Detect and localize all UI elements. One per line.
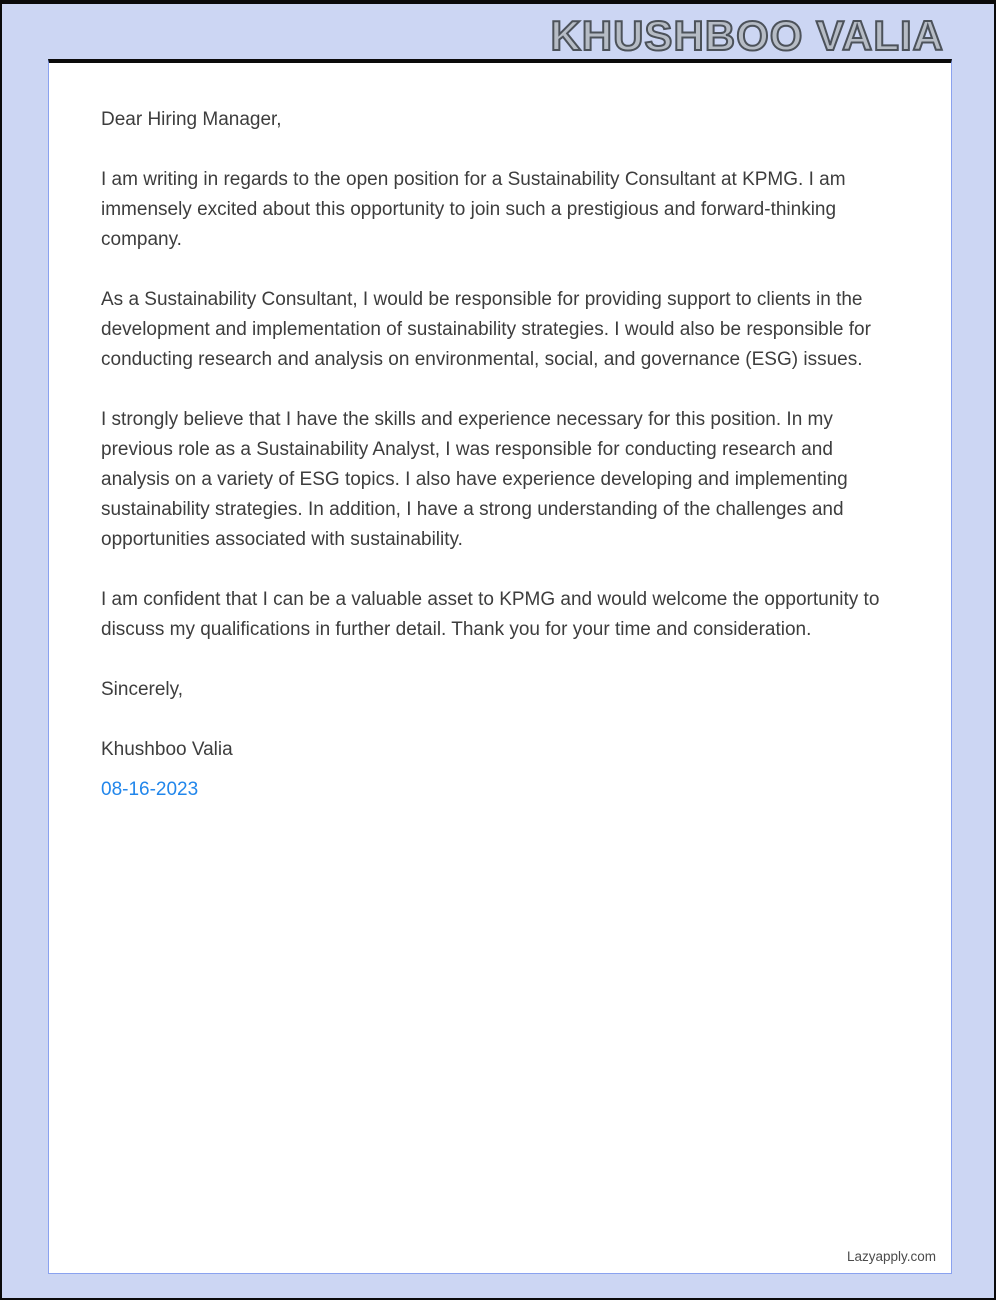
salutation: Dear Hiring Manager, [101, 109, 282, 130]
letter-body-container [48, 59, 952, 1274]
letter-paragraph-3: I strongly believe that I have the skills and experience necessary for this position. In my previous role as a Sustainability Analyst, I was responsible for conducting research and analysis on a variety of ESG topics. I also have experience developing and implementing sustainability strategies. In addition, I have a strong understanding of the challenges and opportunities associated with sustainability. [101, 409, 848, 550]
letter-paragraph-4: I am confident that I can be a valuable asset to KPMG and would welcome the opportunity to discuss my qualifications in further detail. Thank you for your time and consideration. [101, 589, 880, 640]
signature-name: Khushboo Valia [101, 739, 233, 760]
letter-paragraph-2: As a Sustainability Consultant, I would be responsible for providing support to clients in the development and implementation of sustainability strategies. I would also be responsible for conducting research and analysis on environmental, social, and governance (ESG) issues. [101, 289, 871, 370]
letter-paragraph-1: I am writing in regards to the open position for a Sustainability Consultant at KPMG. I am immensely excited about this opportunity to join such a prestigious and forward-thinking company. [101, 169, 846, 250]
closing: Sincerely, [101, 679, 184, 700]
letter-date: 08-16-2023 [101, 779, 199, 800]
candidate-name-heading: KHUSHBOO VALIA [550, 12, 944, 59]
watermark-lazyapply: Lazyapply.com [846, 1249, 936, 1264]
